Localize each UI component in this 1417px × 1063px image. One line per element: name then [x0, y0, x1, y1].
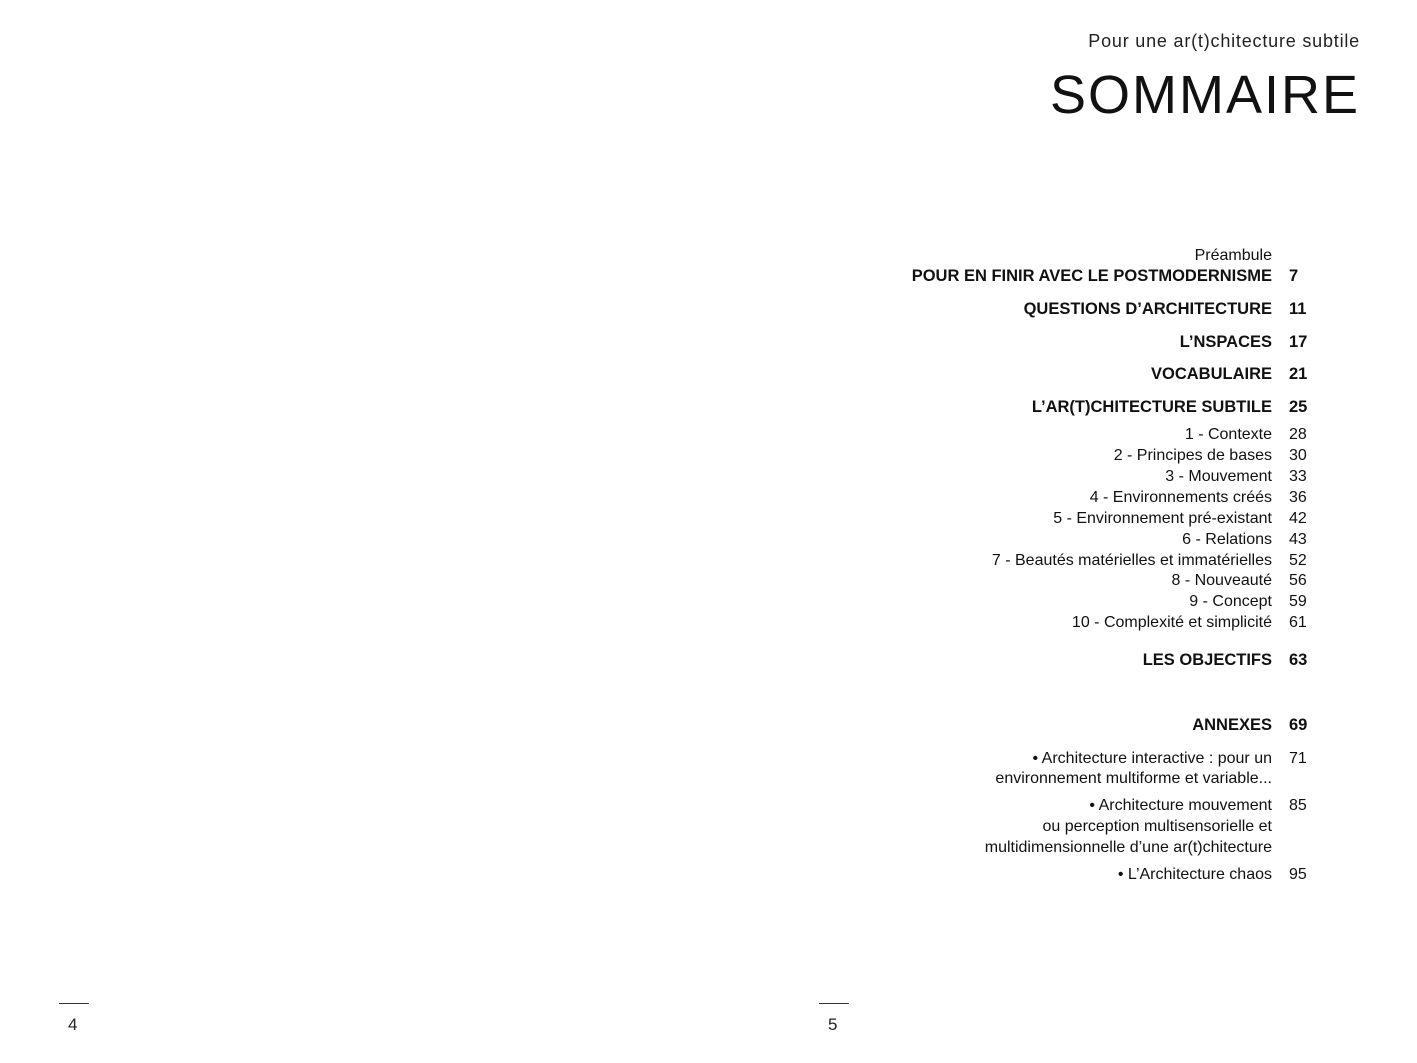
- toc-preamble-label: Préambule: [1194, 247, 1272, 264]
- toc-subentry[interactable]: [800, 466, 1310, 488]
- toc-subentry-page: 36: [1289, 489, 1307, 506]
- toc-subentry-page: 56: [1289, 572, 1307, 589]
- toc-annex-label-line: environnement multiforme et variable...: [995, 770, 1272, 787]
- toc-entry[interactable]: [800, 299, 1310, 321]
- toc-subentry-page: 30: [1289, 447, 1307, 464]
- page-number-right: 5: [828, 1015, 838, 1034]
- toc-entry[interactable]: [800, 364, 1310, 386]
- toc-subentry-page: 42: [1289, 510, 1307, 527]
- toc-entry-label: ANNEXES: [1192, 716, 1272, 734]
- toc-annex-item[interactable]: [800, 864, 1310, 886]
- toc-entry-label: L’NSPACES: [1179, 333, 1272, 351]
- toc-entry[interactable]: [800, 332, 1310, 354]
- toc-annex-item-continued: [800, 837, 1310, 859]
- toc-entry-page: 25: [1289, 398, 1308, 416]
- toc-entry[interactable]: [800, 266, 1310, 288]
- toc-annex-item-continued: [800, 768, 1310, 790]
- toc-annex-item[interactable]: [800, 795, 1310, 817]
- folio-rule-left: [59, 1003, 89, 1004]
- toc-entry-page: 21: [1289, 365, 1308, 383]
- toc-subentry-label: 5 - Environnement pré-existant: [1053, 510, 1272, 527]
- toc-subentry[interactable]: [800, 487, 1310, 509]
- toc-annex-item-continued: [800, 816, 1310, 838]
- toc-entry-page: 17: [1289, 333, 1308, 351]
- toc-entry-page: 7: [1289, 267, 1299, 285]
- toc-subentry-label: 2 - Principes de bases: [1113, 447, 1272, 464]
- toc-subentry-label: 6 - Relations: [1182, 531, 1272, 548]
- toc-subentry-page: 52: [1289, 552, 1307, 569]
- toc-subentry[interactable]: [800, 570, 1310, 592]
- book-subtitle: Pour une ar(t)chitecture subtile: [1088, 31, 1360, 51]
- toc-subentry[interactable]: [800, 612, 1310, 634]
- toc-entry-label: POUR EN FINIR AVEC LE POSTMODERNISME: [911, 267, 1272, 285]
- toc-subentry[interactable]: [800, 424, 1310, 446]
- toc-subentry-label: 10 - Complexité et simplicité: [1071, 614, 1272, 631]
- toc-annex-page: 71: [1289, 750, 1307, 767]
- toc-entry[interactable]: [800, 397, 1310, 419]
- toc-subentry[interactable]: [800, 508, 1310, 530]
- toc-annex-label-line: • Architecture interactive : pour un: [1032, 750, 1272, 767]
- toc-subentry[interactable]: [800, 591, 1310, 613]
- toc-subentry[interactable]: [800, 529, 1310, 551]
- toc-subentry-label: 4 - Environnements créés: [1089, 489, 1272, 506]
- toc-subentry-page: 59: [1289, 593, 1307, 610]
- toc-subentry-label: 7 - Beautés matérielles et immatérielles: [991, 552, 1272, 569]
- toc-annex-label-line: • Architecture mouvement: [1089, 797, 1272, 814]
- toc-entry-page: 69: [1289, 716, 1308, 734]
- toc-entry-objectifs[interactable]: [800, 650, 1310, 672]
- toc-subentry-label: 9 - Concept: [1189, 593, 1272, 610]
- toc-entry-page: 11: [1289, 300, 1307, 318]
- toc-annex-label-line: ou perception multisensorielle et: [1042, 818, 1272, 835]
- toc-entry-page: 63: [1289, 651, 1308, 669]
- folio-rule-right: [819, 1003, 849, 1004]
- toc-annex-page: 95: [1289, 866, 1307, 883]
- toc-subentry-page: 61: [1289, 614, 1307, 631]
- toc-subentry-label: 1 - Contexte: [1184, 426, 1272, 443]
- toc-entry-annexes[interactable]: [800, 715, 1310, 737]
- toc-entry-label: VOCABULAIRE: [1150, 365, 1272, 383]
- toc-subentry-label: 8 - Nouveauté: [1171, 572, 1272, 589]
- toc-subentry[interactable]: [800, 445, 1310, 467]
- toc-subentry-page: 33: [1289, 468, 1307, 485]
- toc-annex-item[interactable]: [800, 748, 1310, 770]
- toc-subentry-page: 43: [1289, 531, 1307, 548]
- toc-subentry[interactable]: [800, 550, 1310, 572]
- toc-entry-label: LES OBJECTIFS: [1142, 651, 1272, 669]
- toc-subentry-label: 3 - Mouvement: [1165, 468, 1272, 485]
- toc-entry-label: QUESTIONS D’ARCHITECTURE: [1023, 300, 1272, 318]
- page-title: SOMMAIRE: [1049, 65, 1360, 125]
- page-number-left: 4: [68, 1015, 78, 1034]
- toc-entry-label: L’AR(T)CHITECTURE SUBTILE: [1031, 398, 1272, 416]
- toc-annex-page: 85: [1289, 797, 1307, 814]
- toc-annex-label-line: • L’Architecture chaos: [1117, 866, 1272, 883]
- toc-subentry-page: 28: [1289, 426, 1307, 443]
- toc-annex-label-line: multidimensionnelle d’une ar(t)chitecture: [984, 839, 1272, 856]
- toc-preamble-row: [800, 245, 1310, 267]
